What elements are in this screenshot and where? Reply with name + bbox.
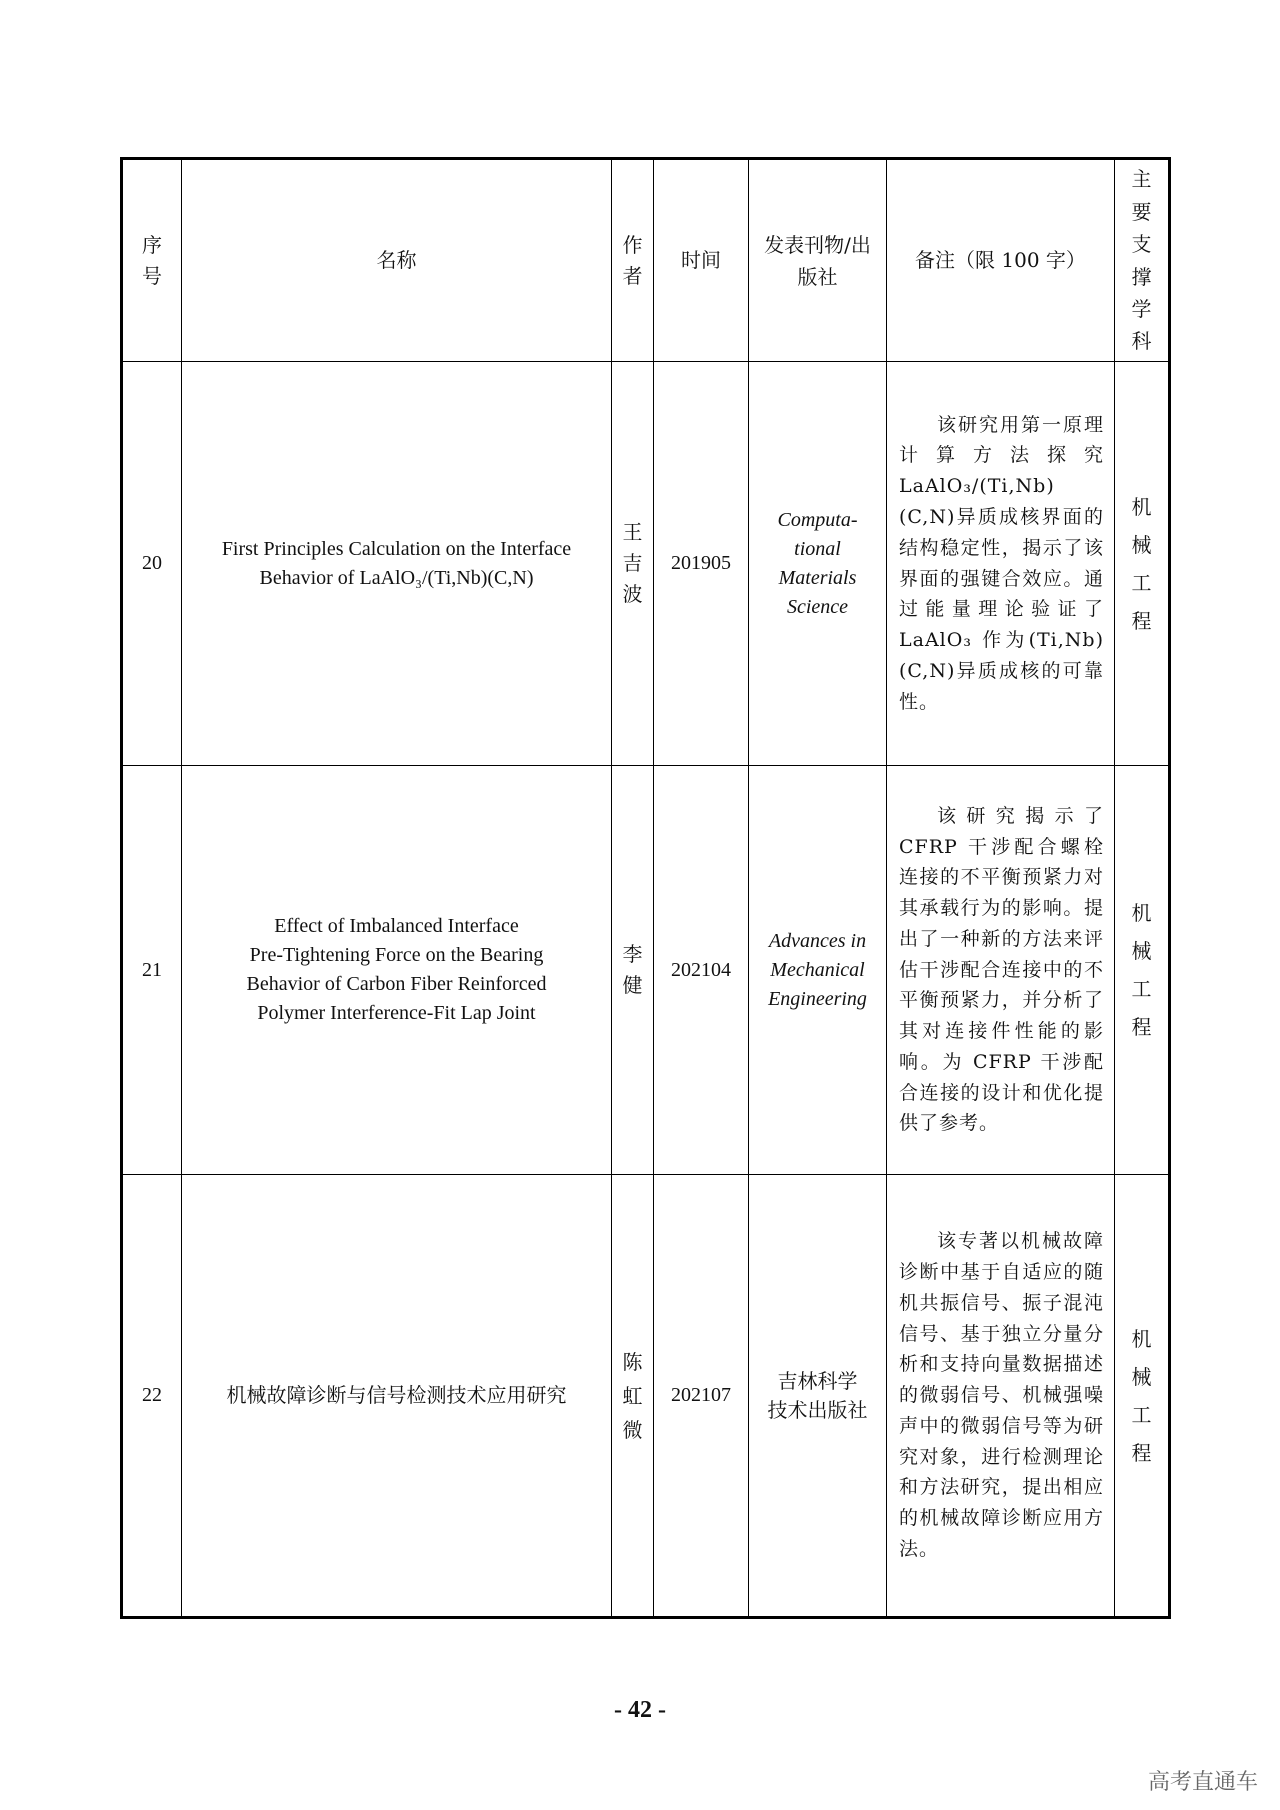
title-line: Behavior of Carbon Fiber Reinforced [246,973,547,995]
title-line: 机械故障诊断与信号检测技术应用研究 [226,1383,567,1407]
table-row [122,766,1170,1175]
row-date: 202104 [654,766,749,1175]
venue-line: Computa- [777,508,858,531]
page-number: - 42 - [614,1697,666,1723]
row-title [182,362,612,766]
row-author: 王吉波 [612,362,654,766]
header-date: 时间 [654,159,749,362]
venue-line: 吉林科学 [777,1368,858,1393]
row-note: 该研究用第一原理计算方法探究LaAlO₃/(Ti,Nb)(C,N)异质成核界面的结构稳定性，揭示了该界面的强键合效应。通过能量理论验证了 LaAlO₃ 作为(Ti,Nb)(C,N)异质成核的可靠性。 [887,362,1115,766]
title-line: First Principles Calculation on the Interface [221,537,572,560]
venue-line: 技术出版社 [767,1397,868,1422]
venue-line: Mechanical [770,958,865,981]
venue-line: Advances in [768,929,867,952]
header-index: 序号 [122,159,182,362]
header-note: 备注（限 100 字） [887,159,1115,362]
venue-line: Engineering [768,987,867,1010]
row-venue [749,766,887,1175]
watermark: 高考直通车 [1147,1770,1258,1795]
header-author: 作者 [612,159,654,362]
title-line: Effect of Imbalanced Interface [274,915,519,937]
row-index: 21 [122,766,182,1175]
row-note: 该专著以机械故障诊断中基于自适应的随机共振信号、振子混沌信号、基于独立分量分析和支持向量数据描述的微弱信号、机械强噪声中的微弱信号等为研究对象，进行检测理论和方法研究，提出相应的机械故障诊断应用方法。 [887,1175,1115,1618]
row-discipline: 机械工程 [1115,362,1170,766]
row-date: 201905 [654,362,749,766]
row-discipline: 机械工程 [1115,766,1170,1175]
row-note: 该研究揭示了CFRP 干涉配合螺栓连接的不平衡预紧力对其承载行为的影响。提出了一种新的方法来评估干涉配合连接中的不平衡预紧力，并分析了其对连接件性能的影响。为 CFRP 干涉配合连接的设计和优化提供了参考。 [887,766,1115,1175]
row-venue [749,1175,887,1618]
row-title [182,1175,612,1618]
venue-line: Science [786,595,849,618]
row-author: 陈虹微 [612,1175,654,1618]
row-title [182,766,612,1175]
row-discipline: 机械工程 [1115,1175,1170,1618]
title-line: Pre-Tightening Force on the Bearing [249,944,544,966]
publications-table [120,157,1171,1619]
title-line: Polymer Interference-Fit Lap Joint [257,1002,536,1024]
venue-line: tional [794,537,841,560]
title-line: Behavior of LaAlO₃/(Ti,Nb)(C,N) [259,566,534,589]
header-venue: 发表刊物/出版社 [749,159,887,362]
table-row [122,362,1170,766]
table-row [122,1175,1170,1618]
table-header-row [122,159,1170,362]
row-index: 20 [122,362,182,766]
row-venue [749,362,887,766]
row-date: 202107 [654,1175,749,1618]
header-title: 名称 [182,159,612,362]
header-discipline: 主要支撑学科 [1115,159,1170,362]
row-index: 22 [122,1175,182,1618]
venue-line: Materials [778,566,857,589]
row-author: 李健 [612,766,654,1175]
